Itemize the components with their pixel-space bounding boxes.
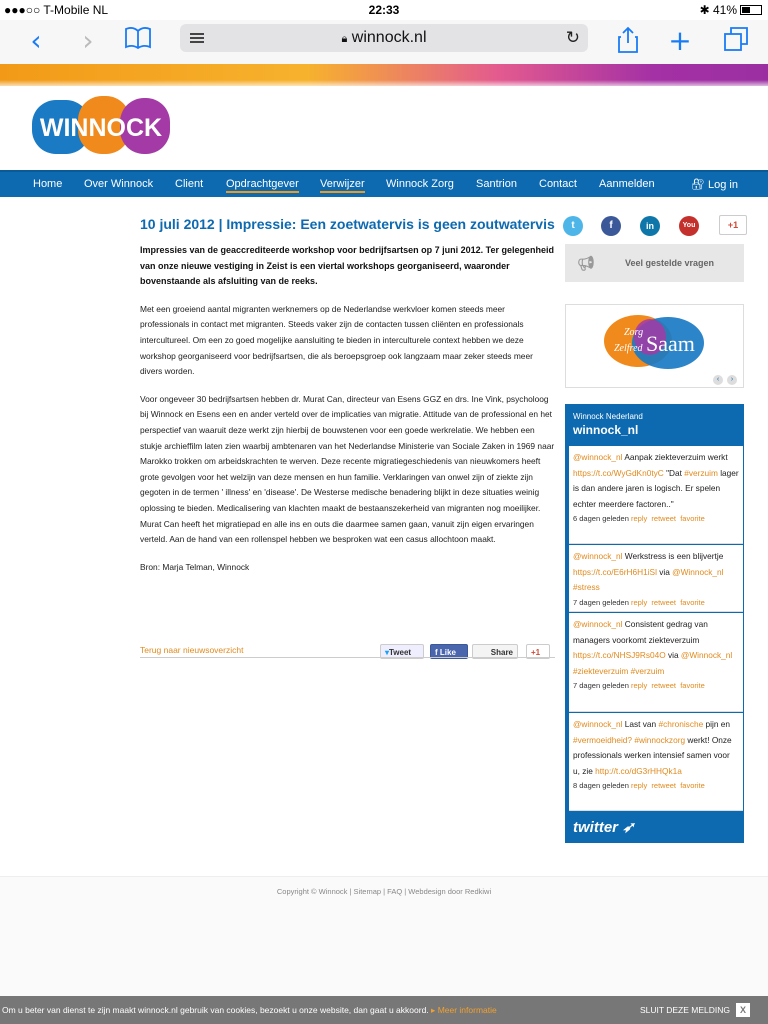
tweet-text: via bbox=[665, 650, 681, 661]
twitter-widget bbox=[565, 404, 744, 843]
tweet-time: 7 dagen geleden bbox=[573, 597, 629, 607]
lock-icon: 🔒︎ bbox=[341, 33, 348, 45]
tweet-text: via bbox=[656, 566, 673, 577]
favorite-link[interactable]: favorite bbox=[680, 681, 705, 691]
divider bbox=[140, 657, 555, 658]
article-lead: Impressies van de geaccrediteerde workshop voor bedrijfsartsen op 7 juni 2012. Ter gelegenheid van onze nieuwe vestiging in Zeist is een viertal workshops georganiseerd, waaronder bovenstaande als afsluiting van de reeks. bbox=[140, 245, 554, 287]
nav-aanmelden[interactable]: Aanmelden bbox=[599, 178, 655, 190]
prev-icon[interactable]: ‹ bbox=[713, 375, 723, 385]
tweet-user[interactable]: @winnock_nl bbox=[573, 551, 623, 561]
more-info-link[interactable]: Meer informatie bbox=[437, 1005, 497, 1015]
tweet-time: 8 dagen geleden bbox=[573, 781, 629, 791]
reader-icon[interactable] bbox=[190, 33, 204, 45]
svg-text:WINNOCK: WINNOCK bbox=[39, 114, 163, 142]
tabs-icon[interactable] bbox=[720, 26, 752, 58]
retweet-link[interactable]: retweet bbox=[651, 597, 677, 607]
linkedin-icon[interactable]: in bbox=[640, 216, 660, 236]
article-paragraph: Voor ongeveer 30 bedrijfsartsen hebben dr. Murat Can, directeur van Esens GGZ en drs. Ine Vink, psycholoog bij Winnock en Esens een en ander verteld over de implicaties van migratie. Attitude van de professional en het perspectief van waaruit deze werkt zijn hierbij de bouwstenen voor een goede werkrelatie. We hebben een stukje archieffilm laten zien waarbij ambtenaren van het Nederlandse Ministerie van Sociale Zaken in 1969 naar Marokko trokken om arbeidskrachten te werven. Deze recente migratiegeschiedenis van nieuwkomers heeft grote gevolgen voor het welzijn van deze mensen en hun familie. Verklaringen van onwel zijn of ziekte zijn gegoten in de termen ' illness' en 'disease'. De Westerse medische benadering blijkt in deze situaties weinig oplossing te bieden. Medicalisering van klachten maakt de bestaanszekerheid van migranten nog moeilijker. Murat Can heeft het migratiepad en alle ins en outs die daarmee samen gaan, vanuit zijn eigen ervaringen verteld. Aan de hand van een rollenspel hebben we besproken wat een casus allochtoon maakt. bbox=[140, 393, 555, 545]
tweet-user[interactable]: @winnock_nl bbox=[573, 452, 623, 462]
bluetooth-icon: ✱ bbox=[699, 3, 713, 17]
svg-text:Zorg: Zorg bbox=[624, 327, 644, 338]
tweet-user[interactable]: @winnock_nl bbox=[573, 619, 623, 629]
nav-opdrachtgever[interactable]: Opdrachtgever bbox=[226, 178, 299, 193]
tweet-text: lager is dan andere jaren is logisch. Er spelen echter meerdere factoren.." bbox=[573, 467, 739, 509]
nav-verwijzer[interactable]: Verwijzer bbox=[320, 178, 365, 193]
favorite-link[interactable]: favorite bbox=[680, 781, 705, 791]
reply-link[interactable]: reply bbox=[630, 597, 648, 607]
twitter-org: Winnock Nederland bbox=[573, 412, 643, 421]
new-tab-icon[interactable]: + bbox=[668, 24, 692, 57]
tweet-link[interactable]: http://t.co/dG3rHHQk1a bbox=[595, 765, 682, 776]
reload-icon[interactable]: ↻ bbox=[565, 28, 580, 48]
reply-link[interactable]: reply bbox=[630, 781, 648, 791]
nav-over-winnock[interactable]: Over Winnock bbox=[84, 178, 154, 190]
article bbox=[140, 216, 555, 575]
googleplus-button[interactable]: +1 bbox=[526, 644, 550, 659]
twitter-bird-icon: ▾ bbox=[385, 648, 390, 657]
googleplus-icon[interactable]: +1 bbox=[719, 215, 747, 235]
battery-indicator bbox=[700, 3, 762, 17]
tweet-text: werkt! Onze professionals werken intensief samen voor u, zie bbox=[573, 734, 732, 776]
tweet-text: pijn en bbox=[703, 719, 730, 729]
twitter-logo[interactable]: twitter ➶ bbox=[573, 819, 635, 836]
favorite-link[interactable]: favorite bbox=[680, 597, 705, 607]
arrow-icon: ▸ bbox=[431, 1005, 436, 1015]
tweet-time: 7 dagen geleden bbox=[573, 681, 629, 691]
share-button[interactable]: Share bbox=[472, 644, 518, 659]
tweet-text: "Dat bbox=[663, 467, 685, 478]
footer: Copyright © Winnock | Sitemap | FAQ | Webdesign door Redkiwi bbox=[0, 876, 768, 996]
tweet bbox=[569, 545, 743, 612]
cookie-banner bbox=[0, 996, 768, 1024]
main-nav bbox=[0, 170, 768, 197]
cookie-text: Om u beter van dienst te zijn maakt winnock.nl gebruik van cookies, bezoekt u onze website, dan gaat u akkoord. ▸ Meer informatie bbox=[2, 1005, 497, 1015]
browser-toolbar bbox=[0, 20, 768, 64]
nav-client[interactable]: Client bbox=[175, 178, 204, 190]
retweet-link[interactable]: retweet bbox=[651, 781, 677, 791]
tweet bbox=[569, 713, 743, 811]
battery-percent: 41% bbox=[712, 3, 737, 17]
reply-link[interactable]: reply bbox=[630, 514, 648, 524]
close-cookie-button[interactable]: SLUIT DEZE MELDING bbox=[639, 1005, 730, 1015]
retweet-link[interactable]: retweet bbox=[651, 681, 677, 691]
megaphone-icon: 📢︎ bbox=[577, 255, 595, 271]
twitter-icon[interactable]: t bbox=[563, 216, 583, 236]
address-bar[interactable] bbox=[180, 24, 588, 52]
tweet-hashtag[interactable]: #verzuim bbox=[684, 467, 718, 478]
article-source: Bron: Marja Telman, Winnock bbox=[140, 561, 250, 572]
next-icon[interactable]: › bbox=[727, 375, 737, 385]
twitter-bird-icon: ➶ bbox=[618, 819, 635, 836]
retweet-link[interactable]: retweet bbox=[651, 514, 677, 524]
url-text: winnock.nl bbox=[351, 29, 427, 46]
faq-label: Veel gestelde vragen bbox=[625, 258, 715, 268]
favorite-link[interactable]: favorite bbox=[680, 514, 705, 524]
back-to-news-link[interactable]: Terug naar nieuwsoverzicht bbox=[140, 645, 244, 655]
tweet-button[interactable]: ▾Tweet bbox=[380, 644, 424, 659]
facebook-icon: f bbox=[435, 648, 440, 657]
status-bar bbox=[0, 0, 768, 20]
tweet bbox=[569, 446, 743, 544]
forward-icon[interactable]: › bbox=[82, 24, 94, 57]
clock: 22:33 bbox=[368, 3, 400, 17]
reply-link[interactable]: reply bbox=[630, 681, 648, 691]
tweet-text: Last van bbox=[622, 719, 659, 729]
carrier-label: ●●●○○ T-Mobile NL bbox=[4, 3, 109, 17]
tweet bbox=[569, 613, 743, 712]
tweet-user[interactable]: @winnock_nl bbox=[573, 719, 623, 729]
youtube-icon[interactable]: You bbox=[679, 216, 699, 236]
twitter-handle[interactable]: winnock_nl bbox=[573, 423, 639, 437]
tweet-text: Consistent gedrag van managers voorkomt ziekteverzuim bbox=[573, 619, 708, 645]
bookmarks-icon[interactable] bbox=[122, 26, 154, 58]
article-paragraph: Met een groeiend aantal migranten werknemers op de Nederlandse werkvloer komen steeds meer professionals in contact met migranten. Steeds vaker zijn de contacten tussen cliënten en professionals intercultureel. Om een zo goed mogelijke aansluiting te bieden in interculturele context hebben we deze workshop georganiseerd voor bedrijfsartsen, die als beroepsgroep ook langzaam maar zeker steeds meer divers worden. bbox=[140, 303, 533, 377]
tweet-link[interactable]: https://t.co/NHSJ9Rs04O bbox=[573, 650, 666, 661]
tweet-hashtag[interactable]: #vermoeidheid? #winnockzorg bbox=[573, 734, 686, 745]
tweet-hashtag[interactable]: @Winnock_nl #ziekteverzuim #verzuim bbox=[573, 650, 733, 676]
svg-text:Saam: Saam bbox=[646, 331, 695, 356]
login-label: Log in bbox=[708, 179, 738, 191]
tweet-meta bbox=[573, 779, 739, 793]
facebook-icon[interactable]: f bbox=[601, 216, 621, 236]
login-icon: 🔐︎ bbox=[690, 179, 709, 191]
svg-text:Zelfred: Zelfred bbox=[614, 343, 643, 354]
tweet-meta bbox=[573, 679, 739, 693]
nav-winnock-zorg[interactable]: Winnock Zorg bbox=[386, 178, 454, 190]
tweet-hashtag[interactable]: #chronische bbox=[658, 719, 704, 729]
zorg-zelfred-saam-banner[interactable] bbox=[565, 304, 744, 388]
logo-area bbox=[0, 86, 768, 170]
tweet-text: Werkstress is een blijvertje bbox=[622, 551, 724, 561]
back-icon[interactable]: ‹ bbox=[30, 24, 42, 57]
tweet-link[interactable]: https://t.co/E6rH6H1iSl bbox=[573, 566, 657, 577]
tweet-meta bbox=[573, 512, 739, 526]
tweet-text: Aanpak ziekteverzuim werkt bbox=[622, 452, 728, 462]
like-button[interactable]: f Like bbox=[430, 644, 468, 659]
tweet-meta bbox=[573, 596, 739, 610]
nav-home[interactable]: Home bbox=[33, 178, 63, 190]
nav-santrion[interactable]: Santrion bbox=[476, 178, 517, 190]
battery-icon bbox=[740, 5, 762, 15]
tweet-hashtag[interactable]: @Winnock_nl #stress bbox=[573, 566, 724, 593]
winnock-logo[interactable] bbox=[30, 96, 172, 158]
share-icon[interactable] bbox=[612, 26, 644, 58]
tweet-time: 6 dagen geleden bbox=[573, 514, 629, 524]
nav-contact[interactable]: Contact bbox=[539, 178, 577, 190]
tweet-link[interactable]: https://t.co/WyGdKn0tyC bbox=[573, 467, 664, 478]
article-title: 10 juli 2012 | Impressie: Een zoetwatervis is geen zoutwatervis bbox=[140, 216, 555, 232]
login-link[interactable] bbox=[691, 178, 738, 191]
faq-button[interactable] bbox=[565, 244, 744, 282]
close-icon[interactable]: X bbox=[736, 1003, 750, 1017]
